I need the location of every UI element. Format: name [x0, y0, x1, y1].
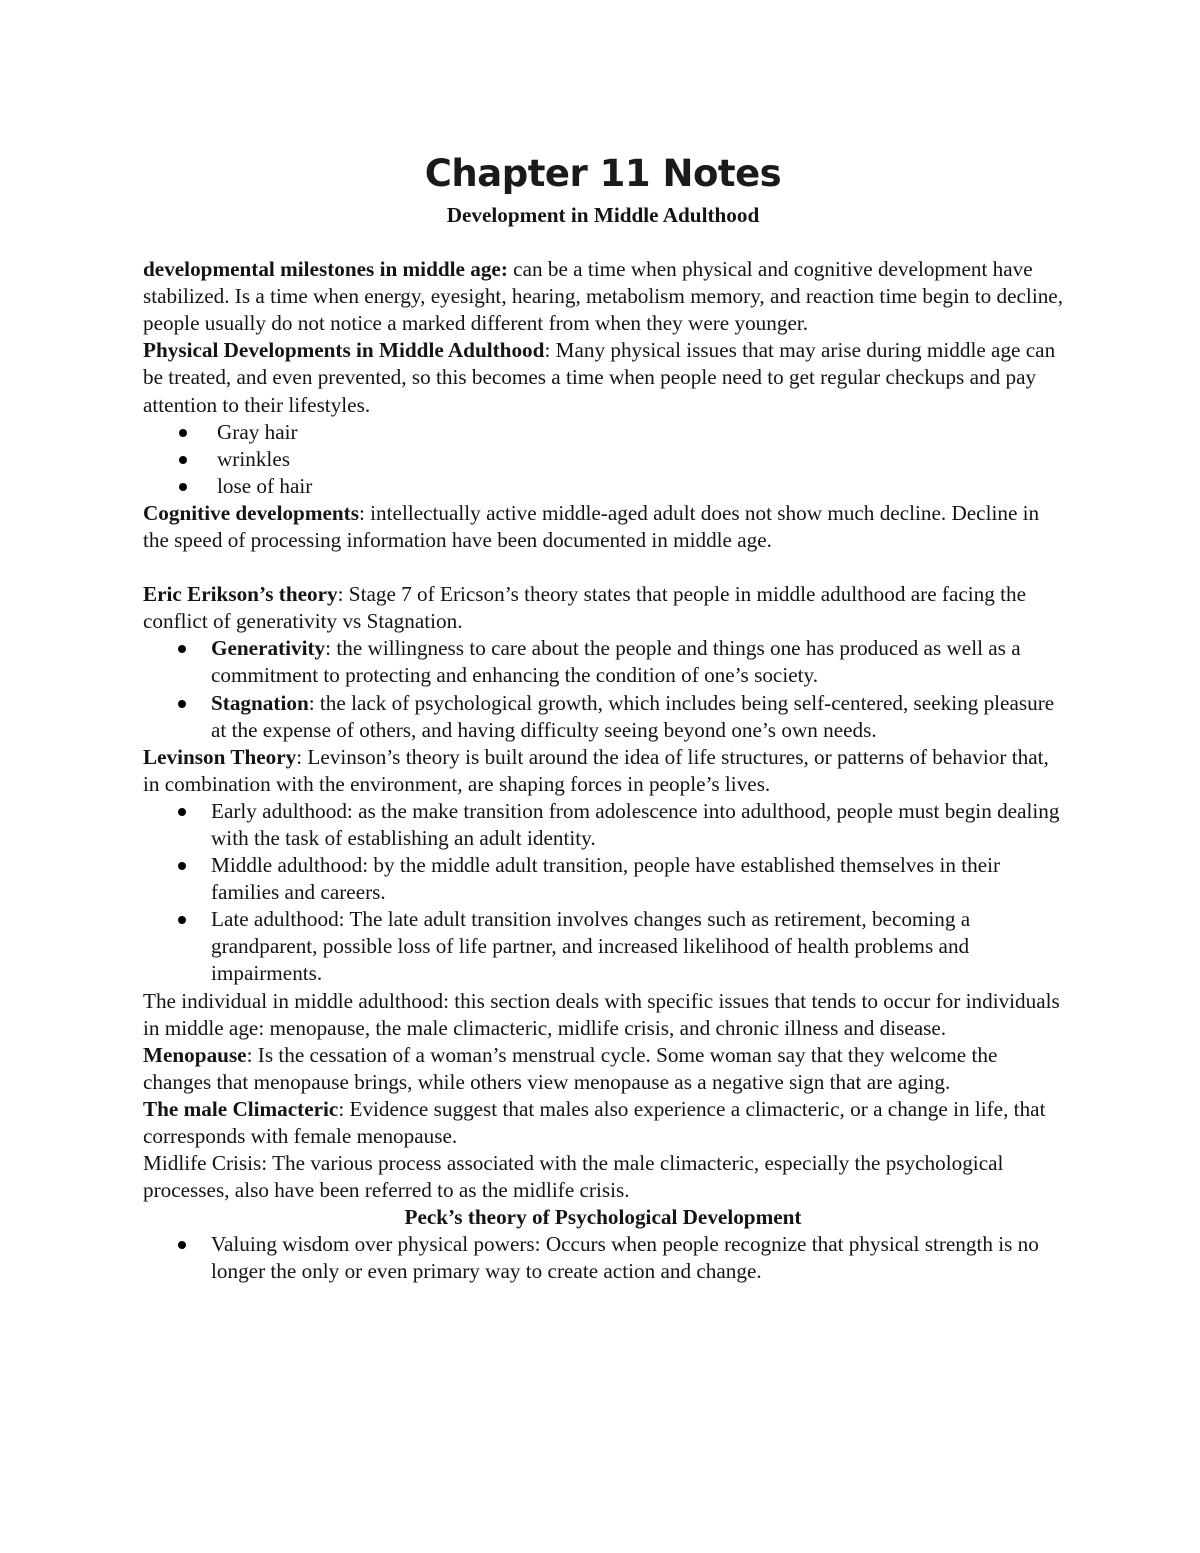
climacteric-paragraph — [143, 1096, 1063, 1150]
bullet-icon — [178, 808, 186, 816]
bullet-icon — [178, 700, 186, 708]
menopause-text: : Is the cessation of a woman’s menstrual cycle. Some woman say that they welcome the changes that menopause brings, while others view menopause as a negative sign that are aging. — [143, 1042, 998, 1094]
physical-term: Physical Developments in Middle Adulthood — [143, 338, 545, 363]
menopause-paragraph — [143, 1042, 1063, 1096]
cognitive-text: : intellectually active middle-aged adult does not show much decline. Decline in the speed of processing information have been documented in middle age. — [143, 500, 1040, 553]
individual-paragraph: The individual in middle adulthood: this section deals with specific issues that tends to occur for individuals in middle age: menopause, the male climacteric, midlife crisis, and chronic illness and disease. — [143, 988, 1060, 1040]
cognitive-term: Cognitive developments — [143, 500, 359, 525]
list-item — [143, 446, 1063, 473]
bullet-icon — [179, 483, 187, 491]
list-item — [143, 690, 1063, 744]
peck-heading: Peck’s theory of Psychological Development — [404, 1205, 802, 1230]
list-item-text: Middle adulthood: by the middle adult transition, people have established themselves in their families and careers. — [211, 853, 1001, 905]
list-item-text: Gray hair — [217, 419, 298, 444]
bullet-icon — [179, 429, 187, 437]
list-item — [143, 906, 1063, 987]
list-item-text: lose of hair — [217, 473, 313, 498]
list-item — [143, 1231, 1063, 1285]
milestones-text: can be a time when physical and cognitive development have stabilized. Is a time when energy, eyesight, hearing, metabolism memory, and reaction time begin to decline, people usually do not notice a marked different from when they were younger. — [143, 257, 1063, 336]
list-item — [143, 635, 1063, 689]
bullet-icon — [178, 1241, 186, 1249]
list-item-text: wrinkles — [217, 446, 290, 471]
bullet-icon — [178, 645, 186, 653]
midlife-paragraph: Midlife Crisis: The various process associated with the male climacteric, especially the psychological processes, also have been referred to as the midlife crisis. — [143, 1151, 1004, 1203]
list-item-text: : the lack of psychological growth, which includes being self-centered, seeking pleasure at the expense of others, and having difficulty seeing beyond one’s own needs. — [211, 690, 1055, 742]
bullet-icon — [178, 862, 186, 870]
levinson-list — [143, 798, 1063, 988]
list-item-text: : the willingness to care about the people and things one has produced as well as a commitment to protecting and enhancing the condition of one’s society. — [211, 636, 1021, 688]
levinson-term: Levinson Theory — [143, 744, 297, 769]
page-title: Chapter 11 Notes — [424, 152, 782, 195]
cognitive-paragraph — [143, 500, 1063, 554]
bullet-icon — [179, 456, 187, 464]
erikson-paragraph — [143, 581, 1063, 635]
list-item-text: Early adulthood: as the make transition from adolescence into adulthood, people must begin dealing with the task of establishing an adult identity. — [211, 798, 1060, 850]
list-item-term: Stagnation — [211, 690, 309, 715]
list-item — [143, 852, 1063, 906]
page-subtitle: Development in Middle Adulthood — [446, 203, 760, 227]
erikson-list — [143, 635, 1063, 743]
list-item-term: Generativity — [211, 636, 326, 661]
climacteric-text: : Evidence suggest that males also experience a climacteric, or a change in life, that corresponds with female menopause. — [143, 1096, 1046, 1148]
menopause-term: Menopause — [143, 1042, 247, 1067]
physical-paragraph — [143, 337, 1063, 418]
paragraph-gap — [143, 554, 1063, 581]
levinson-paragraph — [143, 744, 1063, 798]
milestones-paragraph — [143, 256, 1063, 337]
climacteric-term: The male Climacteric — [143, 1096, 339, 1121]
milestones-term: developmental milestones in middle age: — [143, 257, 508, 282]
list-item — [143, 419, 1063, 446]
physical-text: : Many physical issues that may arise during middle age can be treated, and even prevented, so this becomes a time when people need to get regular checkups and pay attention to their lifestyles. — [143, 338, 1056, 417]
peck-list — [143, 1231, 1063, 1285]
physical-list — [143, 419, 1063, 500]
list-item-text: Late adulthood: The late adult transition involves changes such as retirement, becoming a grandparent, possible loss of life partner, and increased likelihood of health problems and impairments. — [211, 907, 971, 986]
bullet-icon — [178, 916, 186, 924]
list-item — [143, 473, 1063, 500]
erikson-text: : Stage 7 of Ericson’s theory states that people in middle adulthood are facing the conflict of generativity vs Stagnation. — [143, 582, 1027, 634]
list-item-text: Valuing wisdom over physical powers: Occurs when people recognize that physical strength is no longer the only or even primary way to create action and change. — [211, 1232, 1039, 1284]
levinson-text: : Levinson’s theory is built around the idea of life structures, or patterns of behavior that, in combination with the environment, are shaping forces in people’s lives. — [143, 744, 1049, 796]
erikson-term: Eric Erikson’s theory — [143, 582, 338, 607]
list-item — [143, 798, 1063, 852]
document-body — [143, 150, 1063, 1286]
